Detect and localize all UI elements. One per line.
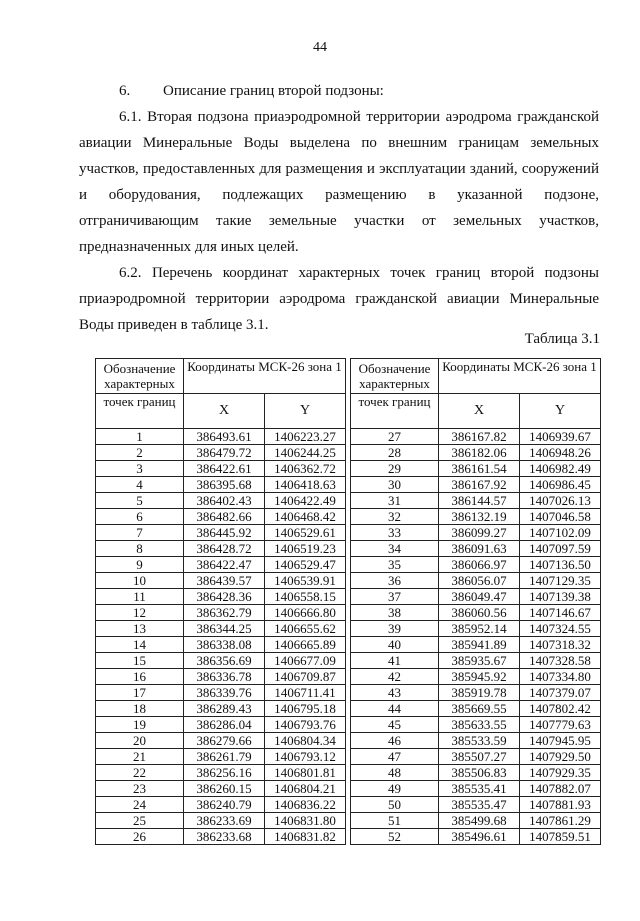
x-coordinate-cell: 385633.55 [439, 717, 520, 733]
table-row [96, 605, 346, 621]
table-row [351, 653, 601, 669]
x-coordinate-cell: 386182.06 [439, 445, 520, 461]
x-coordinate-cell: 386279.66 [184, 733, 265, 749]
point-number-cell: 49 [351, 781, 439, 797]
y-coordinate-cell: 1407102.09 [520, 525, 601, 541]
x-coordinate-cell: 386060.56 [439, 605, 520, 621]
x-coordinate-cell: 386479.72 [184, 445, 265, 461]
y-coordinate-cell: 1407324.55 [520, 621, 601, 637]
point-number-cell: 50 [351, 797, 439, 813]
x-coordinate-cell: 386132.19 [439, 509, 520, 525]
point-number-cell: 47 [351, 749, 439, 765]
header-coords: Координаты МСК-26 зона 1 [439, 359, 601, 394]
point-number-cell: 40 [351, 637, 439, 653]
y-coordinate-cell: 1406529.61 [265, 525, 346, 541]
y-coordinate-cell: 1406244.25 [265, 445, 346, 461]
y-coordinate-cell: 1406986.45 [520, 477, 601, 493]
x-coordinate-cell: 386233.69 [184, 813, 265, 829]
table-row [351, 797, 601, 813]
table-row [96, 765, 346, 781]
x-coordinate-cell: 386336.78 [184, 669, 265, 685]
table-row [351, 701, 601, 717]
point-number-cell: 9 [96, 557, 184, 573]
x-coordinate-cell: 386240.79 [184, 797, 265, 813]
point-number-cell: 51 [351, 813, 439, 829]
x-coordinate-cell: 385941.89 [439, 637, 520, 653]
y-coordinate-cell: 1406422.49 [265, 493, 346, 509]
point-number-cell: 19 [96, 717, 184, 733]
point-number-cell: 52 [351, 829, 439, 845]
y-coordinate-cell: 1406655.62 [265, 621, 346, 637]
point-number-cell: 24 [96, 797, 184, 813]
coordinates-table-right [350, 358, 601, 845]
x-coordinate-cell: 386422.61 [184, 461, 265, 477]
table-row [351, 829, 601, 845]
point-number-cell: 36 [351, 573, 439, 589]
table-row [351, 557, 601, 573]
point-number-cell: 27 [351, 429, 439, 445]
x-coordinate-cell: 386056.07 [439, 573, 520, 589]
table-row [351, 493, 601, 509]
x-coordinate-cell: 385535.41 [439, 781, 520, 797]
x-coordinate-cell: 386233.68 [184, 829, 265, 845]
x-coordinate-cell: 386099.27 [439, 525, 520, 541]
x-coordinate-cell: 386344.25 [184, 621, 265, 637]
table-row [96, 525, 346, 541]
section-title: Описание границ второй подзоны: [163, 83, 384, 99]
coordinates-table-left [95, 358, 346, 845]
table-row [96, 557, 346, 573]
point-number-cell: 14 [96, 637, 184, 653]
point-number-cell: 5 [96, 493, 184, 509]
y-coordinate-cell: 1406677.09 [265, 653, 346, 669]
table-row [351, 637, 601, 653]
x-coordinate-cell: 386338.08 [184, 637, 265, 653]
table-row [351, 525, 601, 541]
x-coordinate-cell: 386049.47 [439, 589, 520, 605]
table-row [351, 733, 601, 749]
point-number-cell: 17 [96, 685, 184, 701]
point-number-cell: 38 [351, 605, 439, 621]
x-coordinate-cell: 386260.15 [184, 781, 265, 797]
x-coordinate-cell: 386422.47 [184, 557, 265, 573]
table-row [96, 701, 346, 717]
y-coordinate-cell: 1407129.35 [520, 573, 601, 589]
table-row [96, 509, 346, 525]
paragraph-6-2 [79, 260, 599, 338]
point-number-cell: 31 [351, 493, 439, 509]
x-coordinate-cell: 385507.27 [439, 749, 520, 765]
point-number-cell: 44 [351, 701, 439, 717]
point-number-cell: 7 [96, 525, 184, 541]
x-coordinate-cell: 386482.66 [184, 509, 265, 525]
point-number-cell: 6 [96, 509, 184, 525]
x-coordinate-cell: 386445.92 [184, 525, 265, 541]
table-row [351, 509, 601, 525]
x-coordinate-cell: 386167.82 [439, 429, 520, 445]
table-row [96, 797, 346, 813]
point-number-cell: 2 [96, 445, 184, 461]
table-row [351, 669, 601, 685]
y-coordinate-cell: 1406711.41 [265, 685, 346, 701]
table-row [351, 477, 601, 493]
y-coordinate-cell: 1406831.82 [265, 829, 346, 845]
table-row [96, 477, 346, 493]
table-row [351, 717, 601, 733]
y-coordinate-cell: 1407945.95 [520, 733, 601, 749]
table-row [96, 445, 346, 461]
header-x: X [184, 394, 265, 429]
table-row [351, 461, 601, 477]
paragraph-6-2-number: 6.2. [119, 265, 142, 281]
x-coordinate-cell: 386261.79 [184, 749, 265, 765]
point-number-cell: 4 [96, 477, 184, 493]
point-number-cell: 37 [351, 589, 439, 605]
y-coordinate-cell: 1406362.72 [265, 461, 346, 477]
section-heading [79, 78, 599, 104]
y-coordinate-cell: 1407802.42 [520, 701, 601, 717]
point-number-cell: 11 [96, 589, 184, 605]
y-coordinate-cell: 1406939.67 [520, 429, 601, 445]
point-number-cell: 45 [351, 717, 439, 733]
x-coordinate-cell: 386144.57 [439, 493, 520, 509]
y-coordinate-cell: 1407929.50 [520, 749, 601, 765]
table-body-right [351, 429, 601, 845]
y-coordinate-cell: 1406666.80 [265, 605, 346, 621]
point-number-cell: 26 [96, 829, 184, 845]
table-row [351, 781, 601, 797]
point-number-cell: 16 [96, 669, 184, 685]
x-coordinate-cell: 386167.92 [439, 477, 520, 493]
point-number-cell: 39 [351, 621, 439, 637]
table-row [351, 685, 601, 701]
point-number-cell: 13 [96, 621, 184, 637]
y-coordinate-cell: 1407097.59 [520, 541, 601, 557]
table-row [96, 429, 346, 445]
y-coordinate-cell: 1407328.58 [520, 653, 601, 669]
header-point-line2: точек границ [351, 394, 439, 429]
y-coordinate-cell: 1407136.50 [520, 557, 601, 573]
x-coordinate-cell: 385935.67 [439, 653, 520, 669]
x-coordinate-cell: 385499.68 [439, 813, 520, 829]
table-body-left [96, 429, 346, 845]
table-row [96, 669, 346, 685]
x-coordinate-cell: 386493.61 [184, 429, 265, 445]
header-point-line2: точек границ [96, 394, 184, 429]
x-coordinate-cell: 386286.04 [184, 717, 265, 733]
y-coordinate-cell: 1407139.38 [520, 589, 601, 605]
y-coordinate-cell: 1407046.58 [520, 509, 601, 525]
y-coordinate-cell: 1407379.07 [520, 685, 601, 701]
x-coordinate-cell: 386395.68 [184, 477, 265, 493]
y-coordinate-cell: 1406539.91 [265, 573, 346, 589]
table-row [96, 749, 346, 765]
table-row [96, 717, 346, 733]
y-coordinate-cell: 1406529.47 [265, 557, 346, 573]
y-coordinate-cell: 1406468.42 [265, 509, 346, 525]
paragraph-6-1-text: Вторая подзона приаэродромной территории аэродрома гражданской авиации Минеральные Воды выделена по внешним границам земельных участков, предоставленных для размещения и эксплуатации зданий, сооружений и оборудования, подлежащих размещению в указанной подзоне, отграничивающим такие земельные участки от земельных участков, предназначенных для иных целей. [79, 109, 600, 255]
point-number-cell: 20 [96, 733, 184, 749]
paragraph-6-2-text: Перечень координат характерных точек границ второй подзоны приаэродромной территории аэродрома гражданской авиации Минеральные Воды приведен в таблице 3.1. [79, 265, 600, 333]
x-coordinate-cell: 385496.61 [439, 829, 520, 845]
y-coordinate-cell: 1406801.81 [265, 765, 346, 781]
x-coordinate-cell: 386256.16 [184, 765, 265, 781]
header-point-line1: Обозначение характерных [351, 359, 439, 394]
y-coordinate-cell: 1406223.27 [265, 429, 346, 445]
y-coordinate-cell: 1406982.49 [520, 461, 601, 477]
y-coordinate-cell: 1407859.51 [520, 829, 601, 845]
y-coordinate-cell: 1406418.63 [265, 477, 346, 493]
y-coordinate-cell: 1407882.07 [520, 781, 601, 797]
point-number-cell: 22 [96, 765, 184, 781]
table-row [96, 653, 346, 669]
x-coordinate-cell: 386439.57 [184, 573, 265, 589]
y-coordinate-cell: 1407929.35 [520, 765, 601, 781]
table-row [96, 461, 346, 477]
point-number-cell: 21 [96, 749, 184, 765]
x-coordinate-cell: 386091.63 [439, 541, 520, 557]
table-row [96, 621, 346, 637]
table-row [96, 813, 346, 829]
point-number-cell: 28 [351, 445, 439, 461]
table-row [351, 589, 601, 605]
paragraph-6-1 [79, 104, 599, 260]
y-coordinate-cell: 1407334.80 [520, 669, 601, 685]
x-coordinate-cell: 386362.79 [184, 605, 265, 621]
y-coordinate-cell: 1406793.12 [265, 749, 346, 765]
table-row [351, 813, 601, 829]
y-coordinate-cell: 1406804.34 [265, 733, 346, 749]
y-coordinate-cell: 1406836.22 [265, 797, 346, 813]
table-row [351, 621, 601, 637]
point-number-cell: 8 [96, 541, 184, 557]
header-x: X [439, 394, 520, 429]
point-number-cell: 3 [96, 461, 184, 477]
point-number-cell: 23 [96, 781, 184, 797]
point-number-cell: 32 [351, 509, 439, 525]
table-row [96, 493, 346, 509]
point-number-cell: 35 [351, 557, 439, 573]
table-row [351, 749, 601, 765]
y-coordinate-cell: 1407861.29 [520, 813, 601, 829]
y-coordinate-cell: 1406519.23 [265, 541, 346, 557]
point-number-cell: 1 [96, 429, 184, 445]
point-number-cell: 30 [351, 477, 439, 493]
x-coordinate-cell: 385533.59 [439, 733, 520, 749]
table-row [96, 685, 346, 701]
point-number-cell: 18 [96, 701, 184, 717]
x-coordinate-cell: 386356.69 [184, 653, 265, 669]
table-row [351, 573, 601, 589]
page-number: 44 [313, 40, 327, 55]
x-coordinate-cell: 386428.72 [184, 541, 265, 557]
y-coordinate-cell: 1406795.18 [265, 701, 346, 717]
x-coordinate-cell: 385506.83 [439, 765, 520, 781]
table-row [351, 765, 601, 781]
y-coordinate-cell: 1406665.89 [265, 637, 346, 653]
paragraph-6-1-number: 6.1. [119, 109, 142, 125]
x-coordinate-cell: 386402.43 [184, 493, 265, 509]
table-row [351, 605, 601, 621]
x-coordinate-cell: 386161.54 [439, 461, 520, 477]
table-row [96, 829, 346, 845]
point-number-cell: 48 [351, 765, 439, 781]
point-number-cell: 25 [96, 813, 184, 829]
x-coordinate-cell: 385945.92 [439, 669, 520, 685]
y-coordinate-cell: 1406831.80 [265, 813, 346, 829]
x-coordinate-cell: 385669.55 [439, 701, 520, 717]
y-coordinate-cell: 1407026.13 [520, 493, 601, 509]
point-number-cell: 12 [96, 605, 184, 621]
x-coordinate-cell: 385952.14 [439, 621, 520, 637]
header-y: Y [520, 394, 601, 429]
x-coordinate-cell: 385919.78 [439, 685, 520, 701]
point-number-cell: 15 [96, 653, 184, 669]
table-row [96, 589, 346, 605]
y-coordinate-cell: 1406948.26 [520, 445, 601, 461]
y-coordinate-cell: 1407881.93 [520, 797, 601, 813]
x-coordinate-cell: 386339.76 [184, 685, 265, 701]
point-number-cell: 33 [351, 525, 439, 541]
x-coordinate-cell: 386428.36 [184, 589, 265, 605]
point-number-cell: 29 [351, 461, 439, 477]
point-number-cell: 42 [351, 669, 439, 685]
y-coordinate-cell: 1407318.32 [520, 637, 601, 653]
point-number-cell: 10 [96, 573, 184, 589]
y-coordinate-cell: 1406709.87 [265, 669, 346, 685]
y-coordinate-cell: 1407779.63 [520, 717, 601, 733]
y-coordinate-cell: 1406804.21 [265, 781, 346, 797]
x-coordinate-cell: 385535.47 [439, 797, 520, 813]
table-row [96, 733, 346, 749]
y-coordinate-cell: 1406558.15 [265, 589, 346, 605]
y-coordinate-cell: 1407146.67 [520, 605, 601, 621]
table-row [96, 637, 346, 653]
point-number-cell: 46 [351, 733, 439, 749]
table-row [351, 429, 601, 445]
table-row [96, 573, 346, 589]
header-y: Y [265, 394, 346, 429]
x-coordinate-cell: 386289.43 [184, 701, 265, 717]
section-number: 6. [119, 83, 131, 99]
point-number-cell: 34 [351, 541, 439, 557]
header-coords: Координаты МСК-26 зона 1 [184, 359, 346, 394]
header-point-line1: Обозначение характерных [96, 359, 184, 394]
table-row [351, 445, 601, 461]
table-caption: Таблица 3.1 [524, 331, 600, 347]
table-row [351, 541, 601, 557]
point-number-cell: 41 [351, 653, 439, 669]
table-row [96, 541, 346, 557]
table-row [96, 781, 346, 797]
x-coordinate-cell: 386066.97 [439, 557, 520, 573]
point-number-cell: 43 [351, 685, 439, 701]
y-coordinate-cell: 1406793.76 [265, 717, 346, 733]
